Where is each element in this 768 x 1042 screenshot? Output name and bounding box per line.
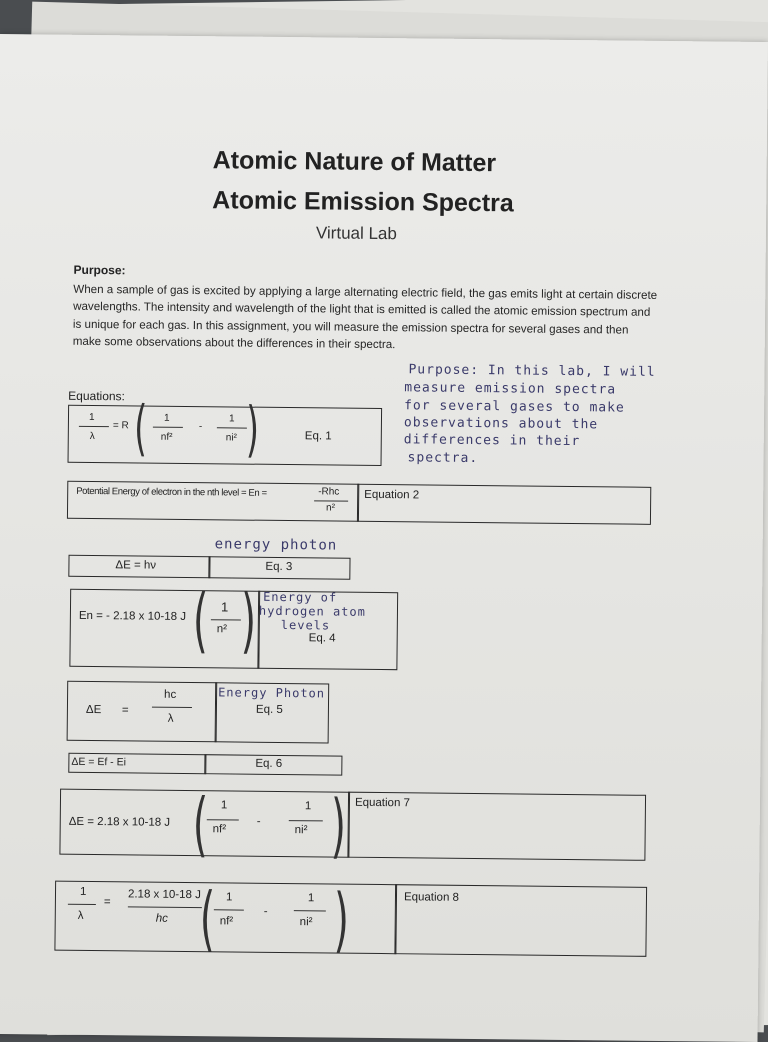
handwritten-annotation: energy photon	[214, 536, 338, 554]
equation-3-box	[68, 555, 210, 578]
equation-label: Equation 7	[354, 796, 411, 810]
equation-2-box	[67, 481, 359, 522]
delta-e: ΔE	[85, 703, 102, 717]
equations-heading: Equations:	[68, 388, 126, 404]
fraction-numerator: 1	[220, 799, 228, 812]
handwritten-line: observations about the	[403, 415, 599, 433]
left-paren: (	[192, 579, 209, 662]
equation-6-box	[68, 753, 206, 774]
equation-2-label-box	[357, 484, 651, 525]
purpose-text: When a sample of gas is excited by applying a large alternating electric field, the gas emits light at certain discrete wavelengths. The intensity and wavelength of the light that is emitted is called the atomic emission spectrum and is unique for each gas. In this assignment, you will measure the emission spectra for several gases and then make some observations about the differences in their spectra.	[72, 282, 658, 352]
fraction-bar	[128, 906, 202, 908]
equation-7-box	[59, 783, 350, 867]
equation-label: Eq. 4	[308, 632, 336, 645]
equation-6-label-box	[204, 754, 342, 775]
equation-label: Equation 2	[364, 488, 420, 502]
left-paren: (	[133, 393, 148, 464]
energy-formula: ΔE = hν	[115, 559, 157, 572]
equation-label: Eq. 5	[255, 703, 283, 716]
fraction-bar	[214, 909, 244, 910]
fraction-numerator: 1	[304, 800, 312, 813]
fraction-denominator: hc	[155, 912, 168, 925]
fraction-numerator: hc	[164, 688, 177, 701]
fraction-bar	[207, 819, 239, 820]
fraction-denominator: n²	[325, 502, 336, 514]
fraction-bar	[314, 500, 348, 501]
fraction-numerator: 1	[220, 599, 229, 615]
equation-8-box	[54, 877, 397, 961]
equation-label: Eq. 6	[255, 757, 283, 770]
lambda-symbol: λ	[167, 712, 174, 725]
fraction-bar	[68, 904, 96, 905]
worksheet-page	[0, 34, 768, 1042]
right-paren: )	[330, 784, 347, 867]
equation-label: Equation 8	[403, 891, 460, 904]
equals-sign: =	[121, 704, 129, 717]
equation-4-label-box	[257, 591, 398, 670]
fraction-numerator: 1	[228, 413, 235, 425]
page-subtitle: Virtual Lab	[315, 223, 397, 244]
fraction-bar	[153, 427, 183, 428]
fraction-numerator: 1	[163, 412, 170, 424]
equation-label: Eq. 1	[304, 430, 332, 443]
page-title-secondary: Atomic Emission Spectra	[212, 186, 514, 218]
fraction-bar	[294, 910, 326, 911]
handwritten-annotation: hydrogen atom	[258, 603, 366, 619]
handwritten-line: for several gases to make	[404, 398, 625, 416]
right-paren: )	[333, 878, 350, 961]
handwritten-annotation: levels	[280, 617, 331, 633]
potential-energy-text: Potential Energy of electron in the nth level = En =	[76, 485, 267, 499]
nf-squared: nf²	[219, 915, 234, 928]
handwritten-line: spectra.	[407, 450, 479, 467]
fraction-numerator: 2.18 x 10-18 J	[127, 888, 201, 902]
nf-squared: nf²	[212, 823, 227, 836]
fraction-numerator: 1	[225, 891, 233, 904]
equation-4-box	[69, 579, 260, 669]
energy-prefix: ΔE = 2.18 x 10-18 J	[68, 815, 171, 829]
fraction-bar	[152, 707, 192, 708]
lambda-symbol: λ	[89, 430, 95, 443]
fraction-numerator: 1	[88, 411, 95, 424]
page-title: Atomic Nature of Matter	[212, 146, 497, 178]
ni-squared: ni²	[225, 432, 237, 444]
fraction-bar	[79, 426, 109, 427]
equation-5-label-box	[215, 682, 330, 743]
equation-3-label-box	[208, 556, 350, 579]
handwritten-annotation: Energy Photon	[218, 685, 326, 701]
minus-sign: -	[256, 815, 261, 828]
ni-squared: ni²	[294, 824, 308, 837]
handwritten-line: differences in their	[403, 432, 581, 450]
fraction-denominator: n²	[216, 623, 228, 636]
fraction-bar	[289, 820, 323, 821]
lambda-symbol: λ	[77, 909, 84, 922]
handwritten-line: measure emission spectra	[404, 380, 617, 398]
equals-sign: =	[103, 896, 111, 909]
fraction-numerator: -Rhc	[318, 486, 340, 498]
right-paren: )	[240, 579, 257, 662]
minus-sign: -	[263, 905, 268, 918]
fraction-numerator: 1	[79, 885, 87, 898]
ni-squared: ni²	[299, 916, 313, 929]
left-paren: (	[192, 783, 209, 866]
equation-label: Eq. 3	[265, 560, 293, 574]
purpose-heading: Purpose:	[73, 262, 126, 278]
right-paren: )	[245, 394, 260, 465]
fraction-numerator: 1	[307, 892, 315, 905]
energy-difference-formula: ΔE = Ef - Ei	[71, 755, 127, 769]
nf-squared: nf²	[160, 431, 173, 443]
minus-sign: -	[198, 421, 203, 433]
equation-8-label-box	[394, 884, 647, 957]
hydrogen-energy-prefix: En = - 2.18 x 10-18 J	[78, 609, 187, 623]
handwritten-annotation: Energy of	[263, 589, 338, 605]
handwritten-line: Purpose: In this lab, I will	[408, 362, 656, 380]
left-paren: (	[199, 877, 216, 960]
fraction-bar	[217, 427, 247, 428]
equation-5-box	[67, 681, 218, 743]
rydberg-constant: = R	[112, 420, 129, 432]
fraction-bar	[211, 619, 241, 620]
equation-7-label-box	[347, 792, 646, 861]
